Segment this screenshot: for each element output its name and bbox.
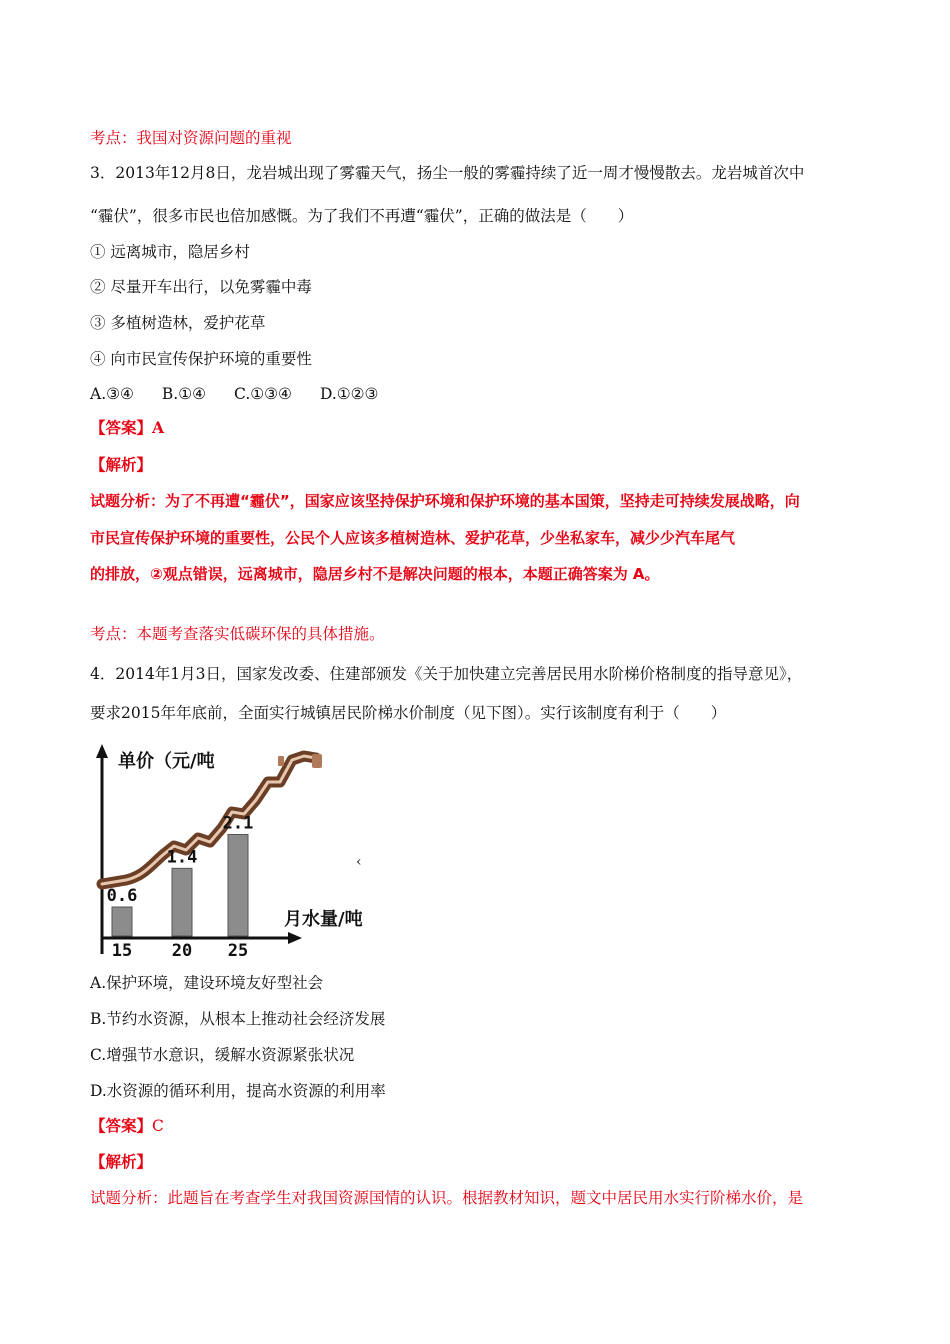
q3-item-2: ② 尽量开车出行，以免雾霾中毒 bbox=[90, 278, 312, 296]
q3-options bbox=[90, 384, 406, 404]
q3-option-d: D.①②③ bbox=[319, 385, 379, 403]
q3-item-3: ③ 多植树造林，爱护花草 bbox=[90, 314, 266, 332]
stray-mark: ‹ bbox=[356, 854, 362, 870]
staircase-pipe-illustration bbox=[102, 754, 322, 884]
q3-stem-line2: “霾伏”，很多市民也倍加感慨。为了我们不再遭“霾伏”，正确的做法是（ ） bbox=[90, 207, 634, 225]
q4-stem-line1: 4．2014年1月3日，国家发改委、住建部颁发《关于加快建立完善居民用水阶梯价格制度的指导意见》， bbox=[90, 665, 803, 683]
q3-analysis-line3: 的排放，②观点错误，远离城市，隐居乡村不是解决问题的根本，本题正确答案为 A。 bbox=[90, 565, 660, 583]
pipe-highlight bbox=[102, 756, 316, 884]
q3-stem-line1: 3．2013年12月8日，龙岩城出现了雾霾天气，扬尘一般的雾霾持续了近一周才慢慢散去。龙岩城首次中 bbox=[90, 164, 805, 182]
q4-answer bbox=[90, 1116, 164, 1136]
x-tick-label: 20 bbox=[171, 941, 193, 961]
water-price-chart bbox=[86, 742, 376, 964]
q3-kaodian: 考点：本题考查落实低碳环保的具体措施。 bbox=[90, 625, 385, 643]
bar-value-label: 2.1 bbox=[222, 813, 254, 834]
x-tick-label: 25 bbox=[227, 941, 249, 961]
q3-answer bbox=[90, 418, 164, 438]
q3-analysis-line1: 试题分析：为了不再遭“霾伏”，国家应该坚持保护环境和保护环境的基本国策，坚持走可持续发展战略，向 bbox=[90, 492, 800, 510]
q4-option-a: A.保护环境，建设环境友好型社会 bbox=[90, 974, 324, 992]
valve bbox=[278, 756, 284, 766]
bar-20 bbox=[172, 868, 192, 936]
q3-analysis-label: 【解析】 bbox=[90, 455, 153, 474]
q3-answer-value: A bbox=[152, 418, 165, 437]
q4-option-d: D.水资源的循环利用，提高水资源的利用率 bbox=[90, 1082, 386, 1100]
bar-value-label: 0.6 bbox=[106, 886, 138, 906]
q3-answer-label: 【答案】 bbox=[90, 418, 153, 437]
y-axis-label: 单价（元/吨 bbox=[118, 751, 215, 772]
q4-answer-label: 【答案】 bbox=[90, 1116, 153, 1135]
q3-item-1: ① 远离城市，隐居乡村 bbox=[90, 243, 250, 261]
q3-option-b: B.①④ bbox=[161, 385, 207, 403]
y-axis-arrow bbox=[96, 744, 108, 758]
x-axis-arrow bbox=[288, 932, 302, 944]
x-axis-label: 月水量/吨 bbox=[284, 909, 363, 930]
q3-analysis-line2: 市民宣传保护环境的重要性，公民个人应该多植树造林、爱护花草，少坐私家车，减少少汽车尾气 bbox=[90, 529, 736, 547]
q4-option-b: B.节约水资源，从根本上推动社会经济发展 bbox=[90, 1010, 386, 1028]
q4-option-c: C.增强节水意识，缓解水资源紧张状况 bbox=[90, 1046, 355, 1064]
x-tick-label: 15 bbox=[111, 941, 133, 961]
bar-15 bbox=[112, 907, 132, 936]
kaodian-prev: 考点：我国对资源问题的重视 bbox=[90, 129, 292, 147]
q4-analysis-line: 试题分析：此题旨在考查学生对我国资源国情的认识。根据教材知识，题文中居民用水实行阶梯水价，是 bbox=[90, 1189, 804, 1207]
q3-item-4: ④ 向市民宣传保护环境的重要性 bbox=[90, 350, 312, 368]
faucet bbox=[312, 754, 322, 768]
bar-25 bbox=[228, 835, 248, 937]
q3-option-c: C.①③④ bbox=[234, 385, 292, 403]
bar-value-label: 1.4 bbox=[166, 847, 198, 868]
q4-analysis-label: 【解析】 bbox=[90, 1152, 153, 1171]
q4-answer-value: C bbox=[152, 1117, 164, 1135]
q3-option-a: A.③④ bbox=[90, 385, 134, 403]
q4-stem-line2: 要求2015年年底前，全面实行城镇居民阶梯水价制度（见下图）。实行该制度有利于（ ） bbox=[90, 704, 727, 722]
